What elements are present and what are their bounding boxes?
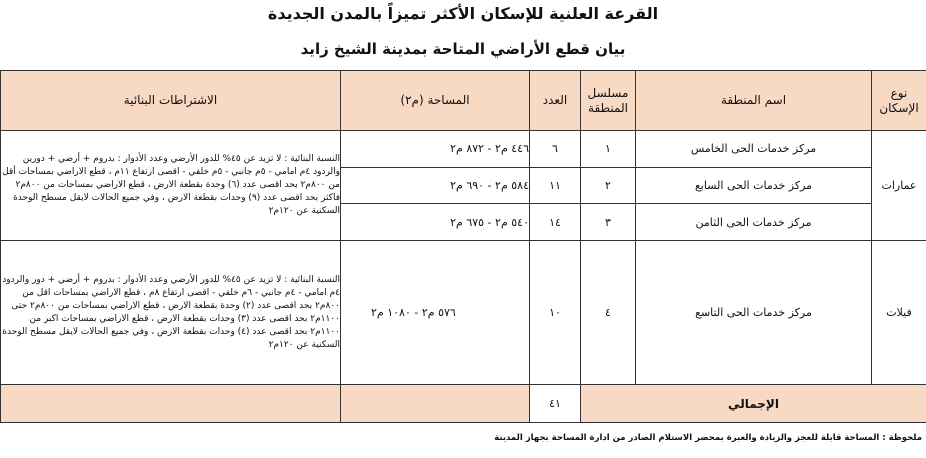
total-label: الإجمالي — [581, 385, 926, 423]
area-value: ٥٨٤ م٢ - ٦٩٠ م٢ — [341, 167, 529, 204]
count-value: ١٤ — [530, 203, 580, 240]
table-row — [1, 131, 926, 241]
count-value: ١٠ — [530, 241, 581, 385]
header-area: المساحة (م٢) — [341, 71, 530, 131]
region-name: مركز خدمات الحى التاسع — [636, 241, 872, 385]
page-subtitle: بيان قطع الأراضي المتاحة بمدينة الشيخ زايد — [300, 40, 626, 58]
total-value: ٤١ — [530, 385, 581, 423]
footnote: ملحوظة : المساحة قابلة للعجز والزيادة والعبرة بمحضر الاستلام الصادر من ادارة المساحة بجهاز المدينة — [494, 433, 922, 443]
conditions-text: النسبة البنائية : لا تزيد عن ٤٥% للدور الأرضي وعدد الأدوار : بدروم + أرضي + دورين والردود ٤م امامي - ٥م جانبي - ٥م خلفي - اقصى ارتفاع ١١م ، قطع الاراضي بمساحات أقل من ٨٠٠م٢ بحد اقصى عدد (٦) وحدة بقطعة الارض ، قطع الاراضي بمساحات من ٨٠٠م٢ فاكثر بحد اقصى عدد (٩) وحدات بقطعة الارض ، وفي جميع الحالات لايقل مسطح الوحدة السكنية عن ١٢٠م٢ — [1, 131, 341, 241]
region-cell — [636, 131, 872, 241]
plots-table — [0, 70, 926, 423]
housing-type-cell: فيلات — [872, 241, 926, 385]
total-filler — [1, 385, 341, 423]
total-row — [1, 385, 926, 423]
housing-type-cell: عمارات — [872, 131, 926, 241]
area-value: ٥٤٠ م٢ - ٦٧٥ م٢ — [341, 203, 529, 240]
page-title: القرعة العلنية للإسكان الأكثر تميزاً بالمدن الجديدة — [267, 4, 659, 23]
count-cell — [530, 131, 581, 241]
region-name: مركز خدمات الحى الثامن — [636, 203, 871, 240]
header-row — [1, 71, 926, 131]
conditions-text: النسبة البنائية : لا تزيد عن ٤٥% للدور الأرضي وعدد الأدوار : بدروم + أرضي + دور والردود ٤م امامي - ٤م جانبي - ٦م خلفي - اقصى ارتفاع ٨م ، قطع الاراضي بمساحات اقل من ٨٠٠م٢ بحد اقصى عدد (٢) وحدة بقطعة الارض ، قطع الاراضي بمساحات من ٨٠٠م٢ حتى ١١٠٠م٢ بحد اقصى عدد (٣) وحدات بقطعة الارض ، قطع الاراضي بمساحات اكبر من ١١٠٠م٢ بحد اقصى عدد (٤) وحدات بقطعة الارض ، وفي جميع الحالات لايقل مسطح الوحدة السكنية عن ١٢٠م٢ — [1, 241, 341, 385]
serial-value: ٣ — [581, 203, 635, 240]
table-row — [1, 241, 926, 385]
region-name: مركز خدمات الحى السابع — [636, 167, 871, 204]
count-value: ١١ — [530, 167, 580, 204]
serial-value: ٤ — [581, 241, 636, 385]
total-filler — [341, 385, 530, 423]
serial-cell — [581, 131, 636, 241]
serial-value: ٢ — [581, 167, 635, 204]
count-value: ٦ — [552, 142, 558, 156]
region-name: مركز خدمات الحى الخامس — [690, 142, 817, 156]
header-housing-type: نوع الإسكان — [872, 71, 926, 131]
header-region: اسم المنطقة — [636, 71, 872, 131]
header-conditions: الاشتراطات البنائية — [1, 71, 341, 131]
header-serial: مسلسل المنطقة — [581, 71, 636, 131]
serial-value: ١ — [605, 142, 611, 156]
header-count: العدد — [530, 71, 581, 131]
area-value: ٤٤٦ م٢ - ٨٧٢ م٢ — [450, 142, 529, 156]
area-value: ٥٧٦ م٢ - ١٠٨٠ م٢ — [341, 241, 530, 385]
area-cell — [341, 131, 530, 241]
